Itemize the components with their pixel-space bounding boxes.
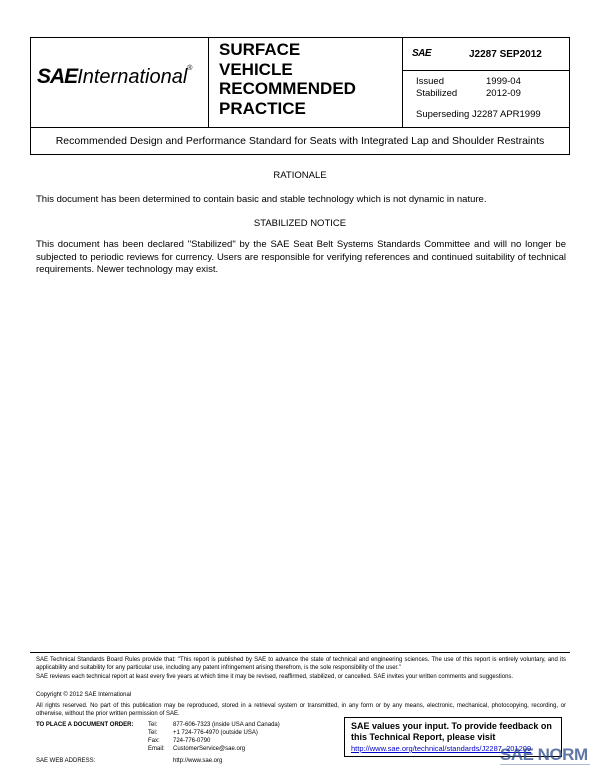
document-number [469, 49, 542, 60]
watermark-underline [500, 764, 590, 771]
footer-divider [30, 652, 570, 653]
web-address-label: SAE WEB ADDRESS: [36, 758, 96, 764]
rationale-text: This document has been determined to contain basic and stable technology which is not dynamic in nature. [36, 194, 487, 205]
document-info-cell [402, 38, 570, 127]
email-link[interactable]: CustomerService@sae.org [173, 746, 246, 752]
stabilized-label: Stabilized [416, 88, 458, 99]
title-line: RECOMMENDED [219, 79, 356, 98]
sae-international-logo [37, 65, 192, 89]
stabilized-row [416, 88, 521, 99]
footer-rules-text: SAE Technical Standards Board Rules provide that: "This report is published by SAE to advance the state of technical and engineering sciences. The use of this report is entirely voluntary, and its applicability and suitability for any particular use, including any patent infringement arising therefrom, is the sole responsibility of the user." [36, 657, 566, 671]
rationale-heading: RATIONALE [273, 170, 327, 181]
stabilized-notice-text: This document has been declared "Stabilized" by the SAE Seat Belt Systems Standards Committee and will no longer be subjected to periodic reviews for currency. Users are responsible for verifying references and continued suitability of technical requirements. Newer technology may exist. [36, 239, 566, 275]
feedback-text: SAE values your input. To provide feedback on this Technical Report, please visit [351, 721, 552, 742]
title-line: PRACTICE [219, 98, 306, 118]
logo-sae-text: SAE [37, 65, 78, 88]
header-row [31, 38, 569, 127]
contact-value[interactable]: 877-606-7323 (inside USA and Canada) [173, 722, 280, 728]
document-header [30, 37, 570, 155]
feedback-link[interactable]: http://www.sae.org/technical/standards/J2287_201209 [351, 744, 532, 753]
doc-number-value: J2287 [469, 49, 497, 60]
issued-row [416, 76, 521, 87]
copyright-text: Copyright © 2012 SAE International [36, 692, 132, 698]
order-label: TO PLACE A DOCUMENT ORDER: [36, 722, 134, 728]
title-line: SURFACE [219, 40, 301, 59]
footer-review-text: SAE reviews each technical report at least every five years at which time it may be revised, reaffirmed, stabilized, or cancelled. SAE invites your written comments and suggestions. [36, 674, 514, 680]
document-subtitle: Recommended Design and Performance Standard for Seats with Integrated Lap and Shoulder Restraints [31, 127, 569, 155]
superseding-text: Superseding J2287 APR1999 [416, 109, 541, 120]
logo-cell [31, 38, 208, 127]
document-type-title [208, 38, 403, 127]
sae-mini-logo: SAE [412, 48, 432, 59]
rights-text: All rights reserved. No part of this publication may be reproduced, stored in a retrieval system or transmitted, in any form or by any means, electronic, mechanical, photocopying, recording, or otherwise, without the prior written permission of SAE. [36, 703, 566, 717]
contact-label: Tel: [148, 722, 158, 728]
logo-trademark: ® [187, 65, 193, 72]
contact-value[interactable]: 724-776-0790 [173, 738, 211, 744]
contact-label: Email: [148, 746, 165, 752]
stabilized-value: 2012-09 [486, 88, 521, 99]
issued-label: Issued [416, 76, 444, 87]
contact-label: Tel: [148, 730, 158, 736]
website-link[interactable]: http://www.sae.org [173, 758, 223, 764]
contact-value[interactable]: +1 724-776-4970 (outside USA) [173, 730, 258, 736]
issued-value: 1999-04 [486, 76, 521, 87]
title-line: VEHICLE [219, 59, 293, 79]
doc-date-value: SEP2012 [499, 49, 542, 60]
contact-label: Fax: [148, 738, 160, 744]
doc-number-row [403, 38, 570, 71]
stabilized-notice-heading: STABILIZED NOTICE [253, 218, 347, 229]
logo-international-text: International [77, 66, 188, 88]
sae-norm-watermark: SAE NORM [500, 745, 588, 764]
